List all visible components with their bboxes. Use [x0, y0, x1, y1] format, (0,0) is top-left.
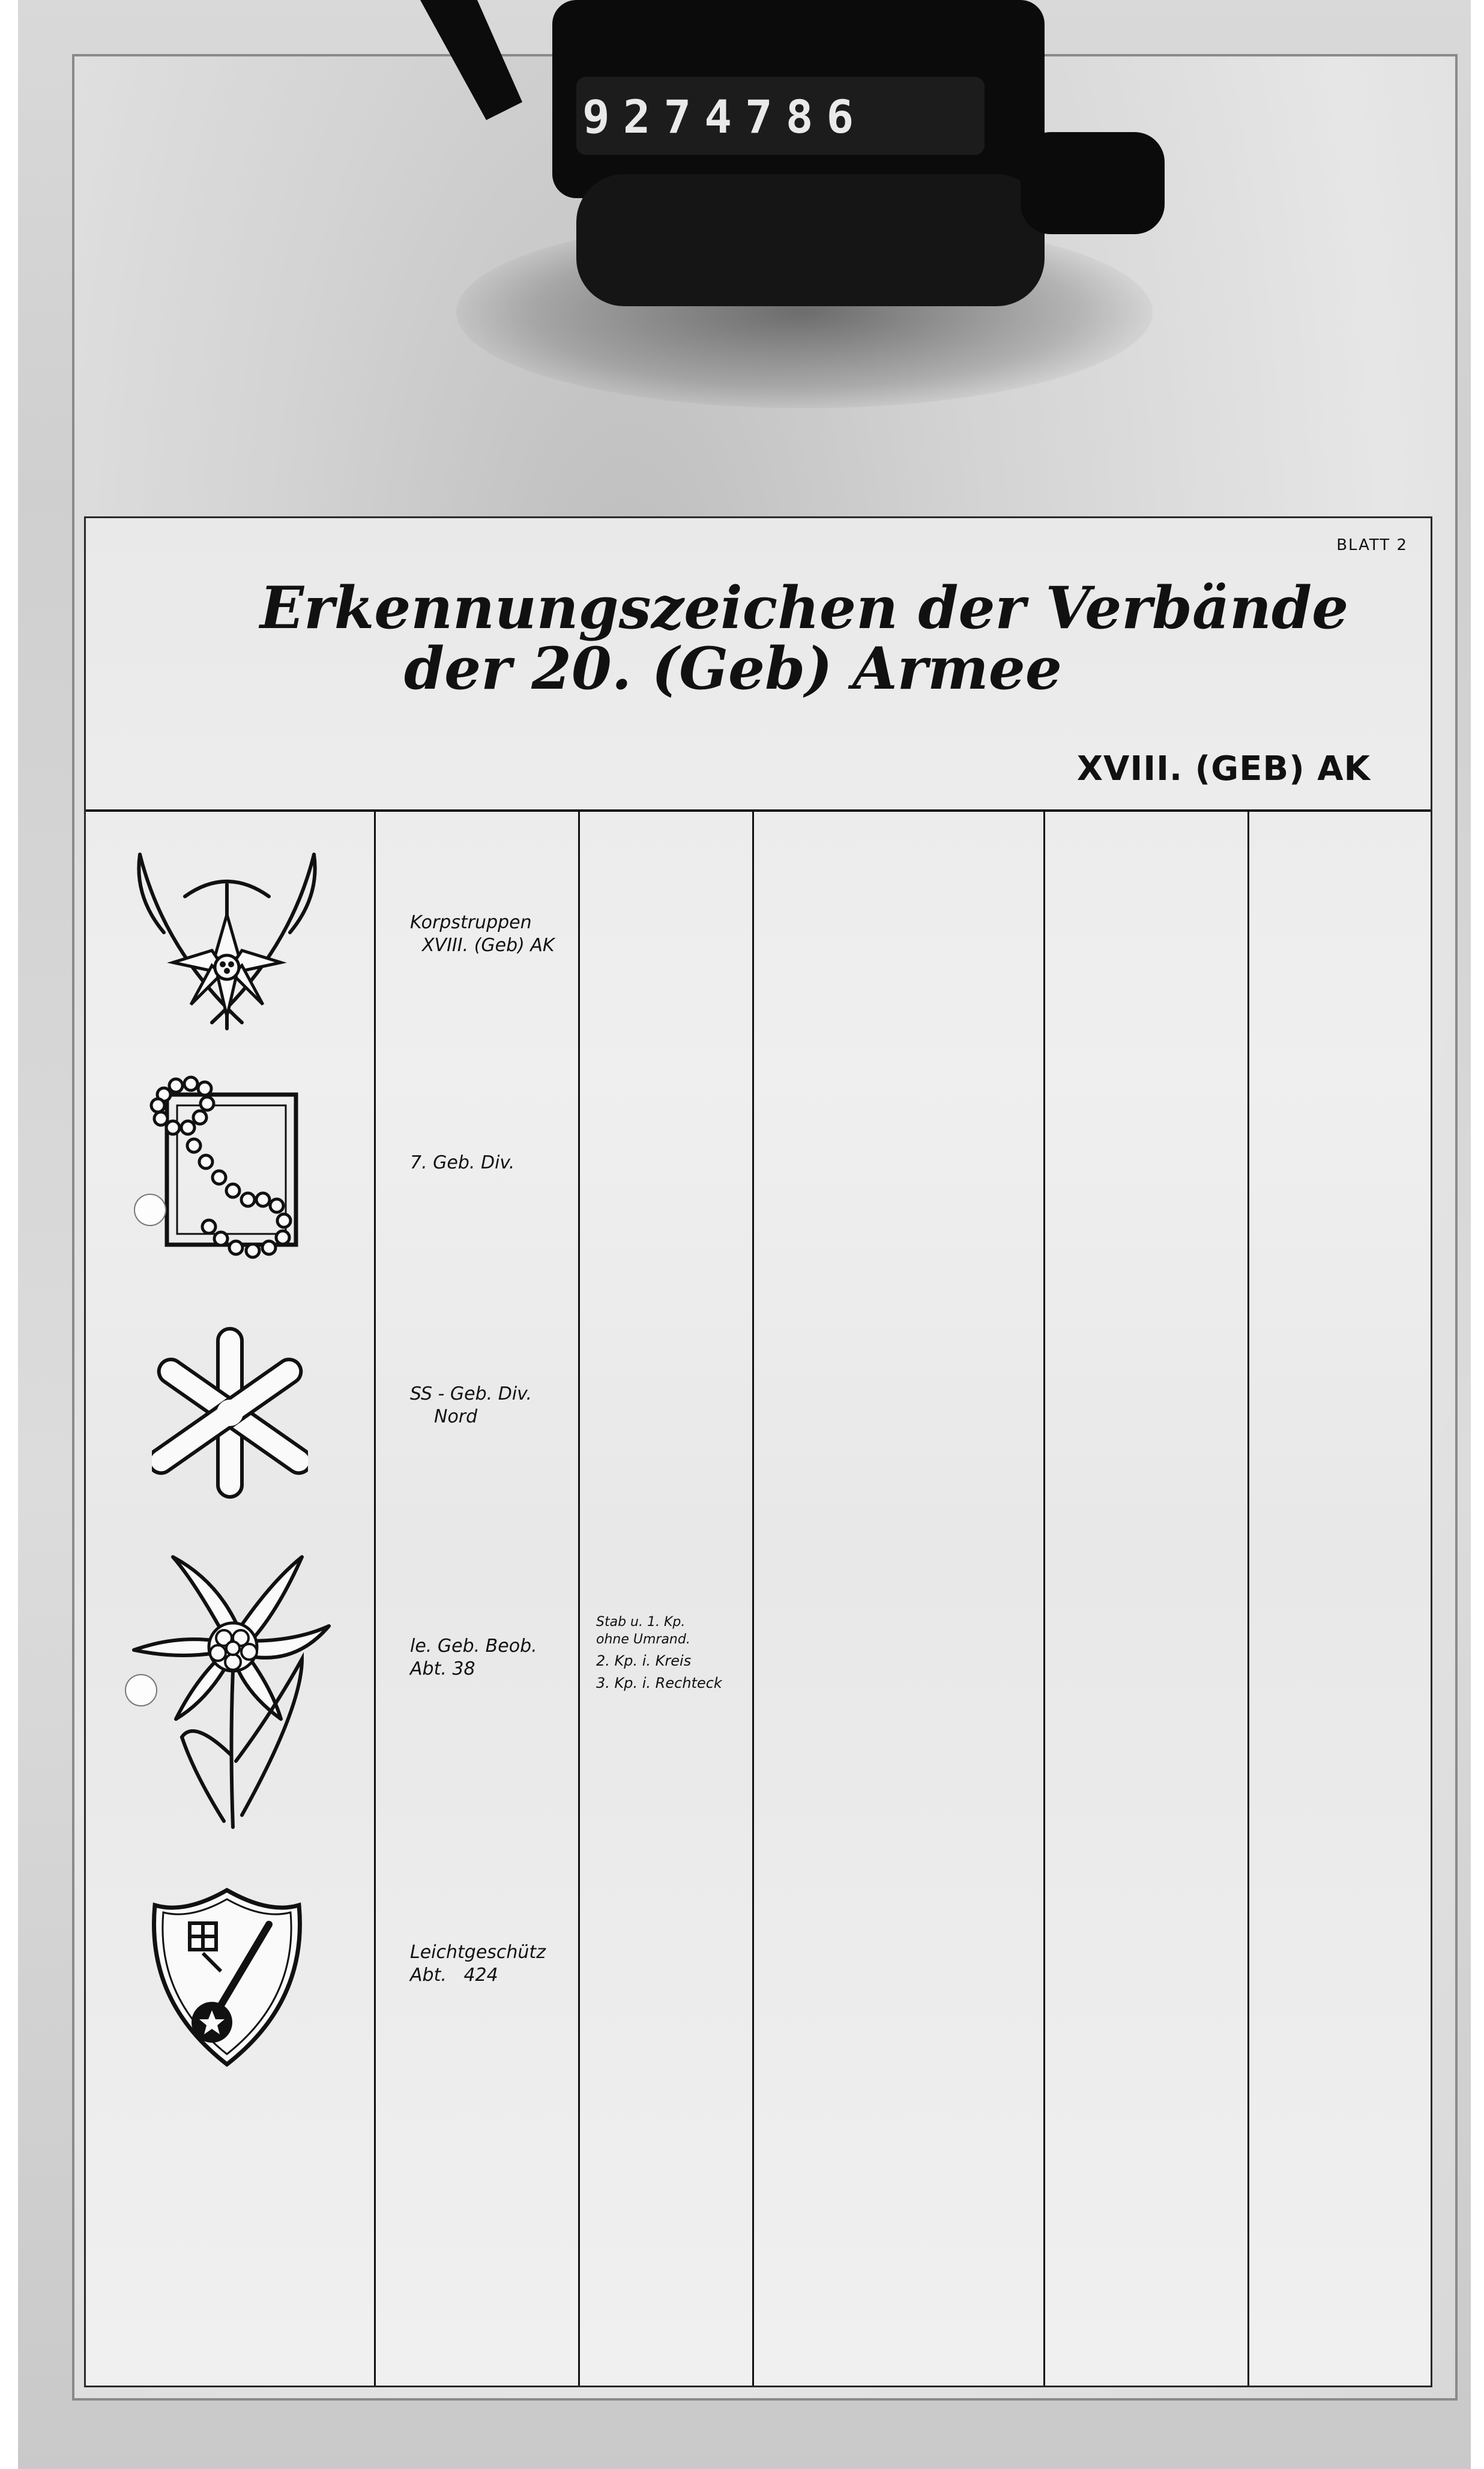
unit-label-line: Nord [434, 1406, 478, 1427]
note-line: Stab u. 1. Kp. [596, 1615, 686, 1630]
title-line-1: Erkennungszeichen der Verbände [260, 574, 1349, 642]
insignia-sheet [84, 516, 1432, 2387]
note-line: ohne Umrand. [596, 1631, 690, 1647]
hagall-rune-emblem [152, 1323, 308, 1503]
column-divider-5 [1247, 811, 1249, 2386]
unit-label-le-geb-beob-abt-38 [410, 1635, 537, 1680]
unit-label-line: Korpstruppen [410, 912, 532, 933]
unit-label-line: Leichtgeschütz [410, 1942, 546, 1963]
column-divider-2 [578, 811, 580, 2386]
unit-notes-le-geb-beob-abt-38 [596, 1614, 722, 1693]
column-divider-3 [752, 811, 754, 2386]
unit-label-line: le. Geb. Beob. [410, 1636, 537, 1657]
edelweiss-with-ice-axes-emblem [128, 842, 326, 1041]
unit-label-korpstruppen [410, 911, 555, 956]
note-line: 2. Kp. i. Kreis [596, 1652, 692, 1670]
unit-label-line: 7. Geb. Div. [410, 1152, 515, 1173]
header-rule [86, 809, 1431, 812]
archive-stamp-device [420, 0, 1189, 384]
unit-label-line: Abt. 38 [410, 1658, 475, 1679]
column-divider-1 [374, 811, 376, 2386]
unit-label-line: Abt. 424 [410, 1964, 498, 1986]
unit-label-7-geb-div [410, 1152, 514, 1174]
unit-label-line: XVIII. (Geb) AK [422, 934, 555, 956]
corps-label: XVIII. (GEB) AK [1076, 749, 1371, 788]
note-line: 3. Kp. i. Rechteck [596, 1675, 722, 1692]
punch-hole [125, 1674, 157, 1706]
unit-label-line: SS - Geb. Div. [410, 1383, 532, 1404]
column-divider-4 [1043, 811, 1045, 2386]
sheet-number: BLATT 2 [1336, 536, 1408, 554]
sheet-title [260, 574, 1349, 703]
punch-hole [134, 1194, 166, 1226]
title-line-2: der 20. (Geb) Armee [404, 634, 1062, 703]
unit-label-ss-geb-div-nord [410, 1383, 532, 1428]
archive-stamp-number: 9274786 [582, 90, 867, 144]
unit-label-leichtgeschuetz-abt-424 [410, 1941, 546, 1986]
key-shield-emblem [143, 1881, 311, 2073]
square-with-chain-emblem [140, 1071, 320, 1263]
